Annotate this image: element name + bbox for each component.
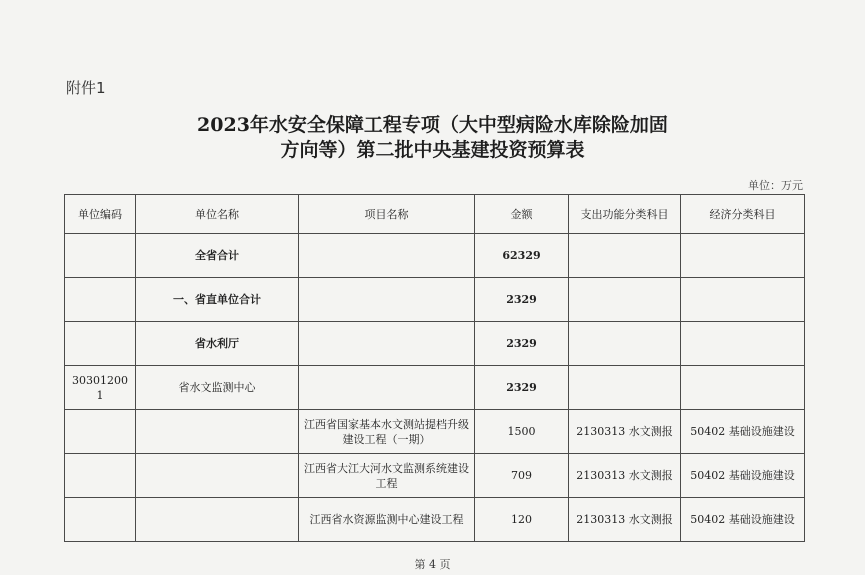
table-row bbox=[65, 234, 805, 278]
header-project-name: 项目名称 bbox=[299, 195, 475, 234]
budget-table bbox=[64, 194, 805, 542]
cell-function bbox=[569, 366, 681, 410]
cell-economic bbox=[681, 366, 805, 410]
cell-amount: 709 bbox=[475, 454, 569, 498]
cell-unit: 省水利厅 bbox=[136, 322, 299, 366]
cell-economic bbox=[681, 322, 805, 366]
document-title-line2: 方向等）第二批中央基建投资预算表 bbox=[280, 139, 585, 161]
table-header-row bbox=[65, 195, 805, 234]
cell-code: 303012001 bbox=[65, 366, 136, 410]
cell-unit: 全省合计 bbox=[136, 234, 299, 278]
table-row bbox=[65, 498, 805, 542]
cell-amount: 120 bbox=[475, 498, 569, 542]
cell-function bbox=[569, 234, 681, 278]
document-title-line1: 2023年水安全保障工程专项（大中型病险水库除险加固 bbox=[197, 114, 668, 136]
cell-function: 2130313 水文测报 bbox=[569, 498, 681, 542]
attachment-label: 附件1 bbox=[66, 79, 106, 97]
cell-unit: 一、省直单位合计 bbox=[136, 278, 299, 322]
table-row bbox=[65, 278, 805, 322]
cell-function: 2130313 水文测报 bbox=[569, 454, 681, 498]
header-economic-category: 经济分类科目 bbox=[681, 195, 805, 234]
unit-label: 单位：万元 bbox=[748, 179, 803, 192]
header-amount: 金额 bbox=[475, 195, 569, 234]
cell-unit bbox=[136, 498, 299, 542]
cell-amount: 2329 bbox=[475, 322, 569, 366]
cell-amount: 2329 bbox=[475, 366, 569, 410]
table-row bbox=[65, 454, 805, 498]
cell-project bbox=[299, 366, 475, 410]
cell-economic bbox=[681, 278, 805, 322]
cell-economic: 50402 基础设施建设 bbox=[681, 410, 805, 454]
cell-function: 2130313 水文测报 bbox=[569, 410, 681, 454]
cell-project bbox=[299, 322, 475, 366]
cell-unit bbox=[136, 410, 299, 454]
cell-function bbox=[569, 278, 681, 322]
table-row bbox=[65, 410, 805, 454]
cell-code bbox=[65, 454, 136, 498]
header-unit-name: 单位名称 bbox=[136, 195, 299, 234]
cell-project bbox=[299, 278, 475, 322]
cell-amount: 62329 bbox=[475, 234, 569, 278]
page-number: 第 4 页 bbox=[414, 558, 451, 571]
cell-project: 江西省大江大河水文监测系统建设工程 bbox=[299, 454, 475, 498]
cell-unit: 省水文监测中心 bbox=[136, 366, 299, 410]
header-unit-code: 单位编码 bbox=[65, 195, 136, 234]
cell-code bbox=[65, 278, 136, 322]
cell-economic: 50402 基础设施建设 bbox=[681, 454, 805, 498]
header-function-category: 支出功能分类科目 bbox=[569, 195, 681, 234]
cell-economic bbox=[681, 234, 805, 278]
cell-code bbox=[65, 234, 136, 278]
cell-unit bbox=[136, 454, 299, 498]
cell-amount: 2329 bbox=[475, 278, 569, 322]
cell-project: 江西省国家基本水文测站提档升级建设工程（一期） bbox=[299, 410, 475, 454]
cell-code bbox=[65, 498, 136, 542]
table-row bbox=[65, 322, 805, 366]
cell-function bbox=[569, 322, 681, 366]
cell-code bbox=[65, 322, 136, 366]
table-row bbox=[65, 366, 805, 410]
cell-economic: 50402 基础设施建设 bbox=[681, 498, 805, 542]
cell-code bbox=[65, 410, 136, 454]
cell-project: 江西省水资源监测中心建设工程 bbox=[299, 498, 475, 542]
cell-project bbox=[299, 234, 475, 278]
cell-amount: 1500 bbox=[475, 410, 569, 454]
